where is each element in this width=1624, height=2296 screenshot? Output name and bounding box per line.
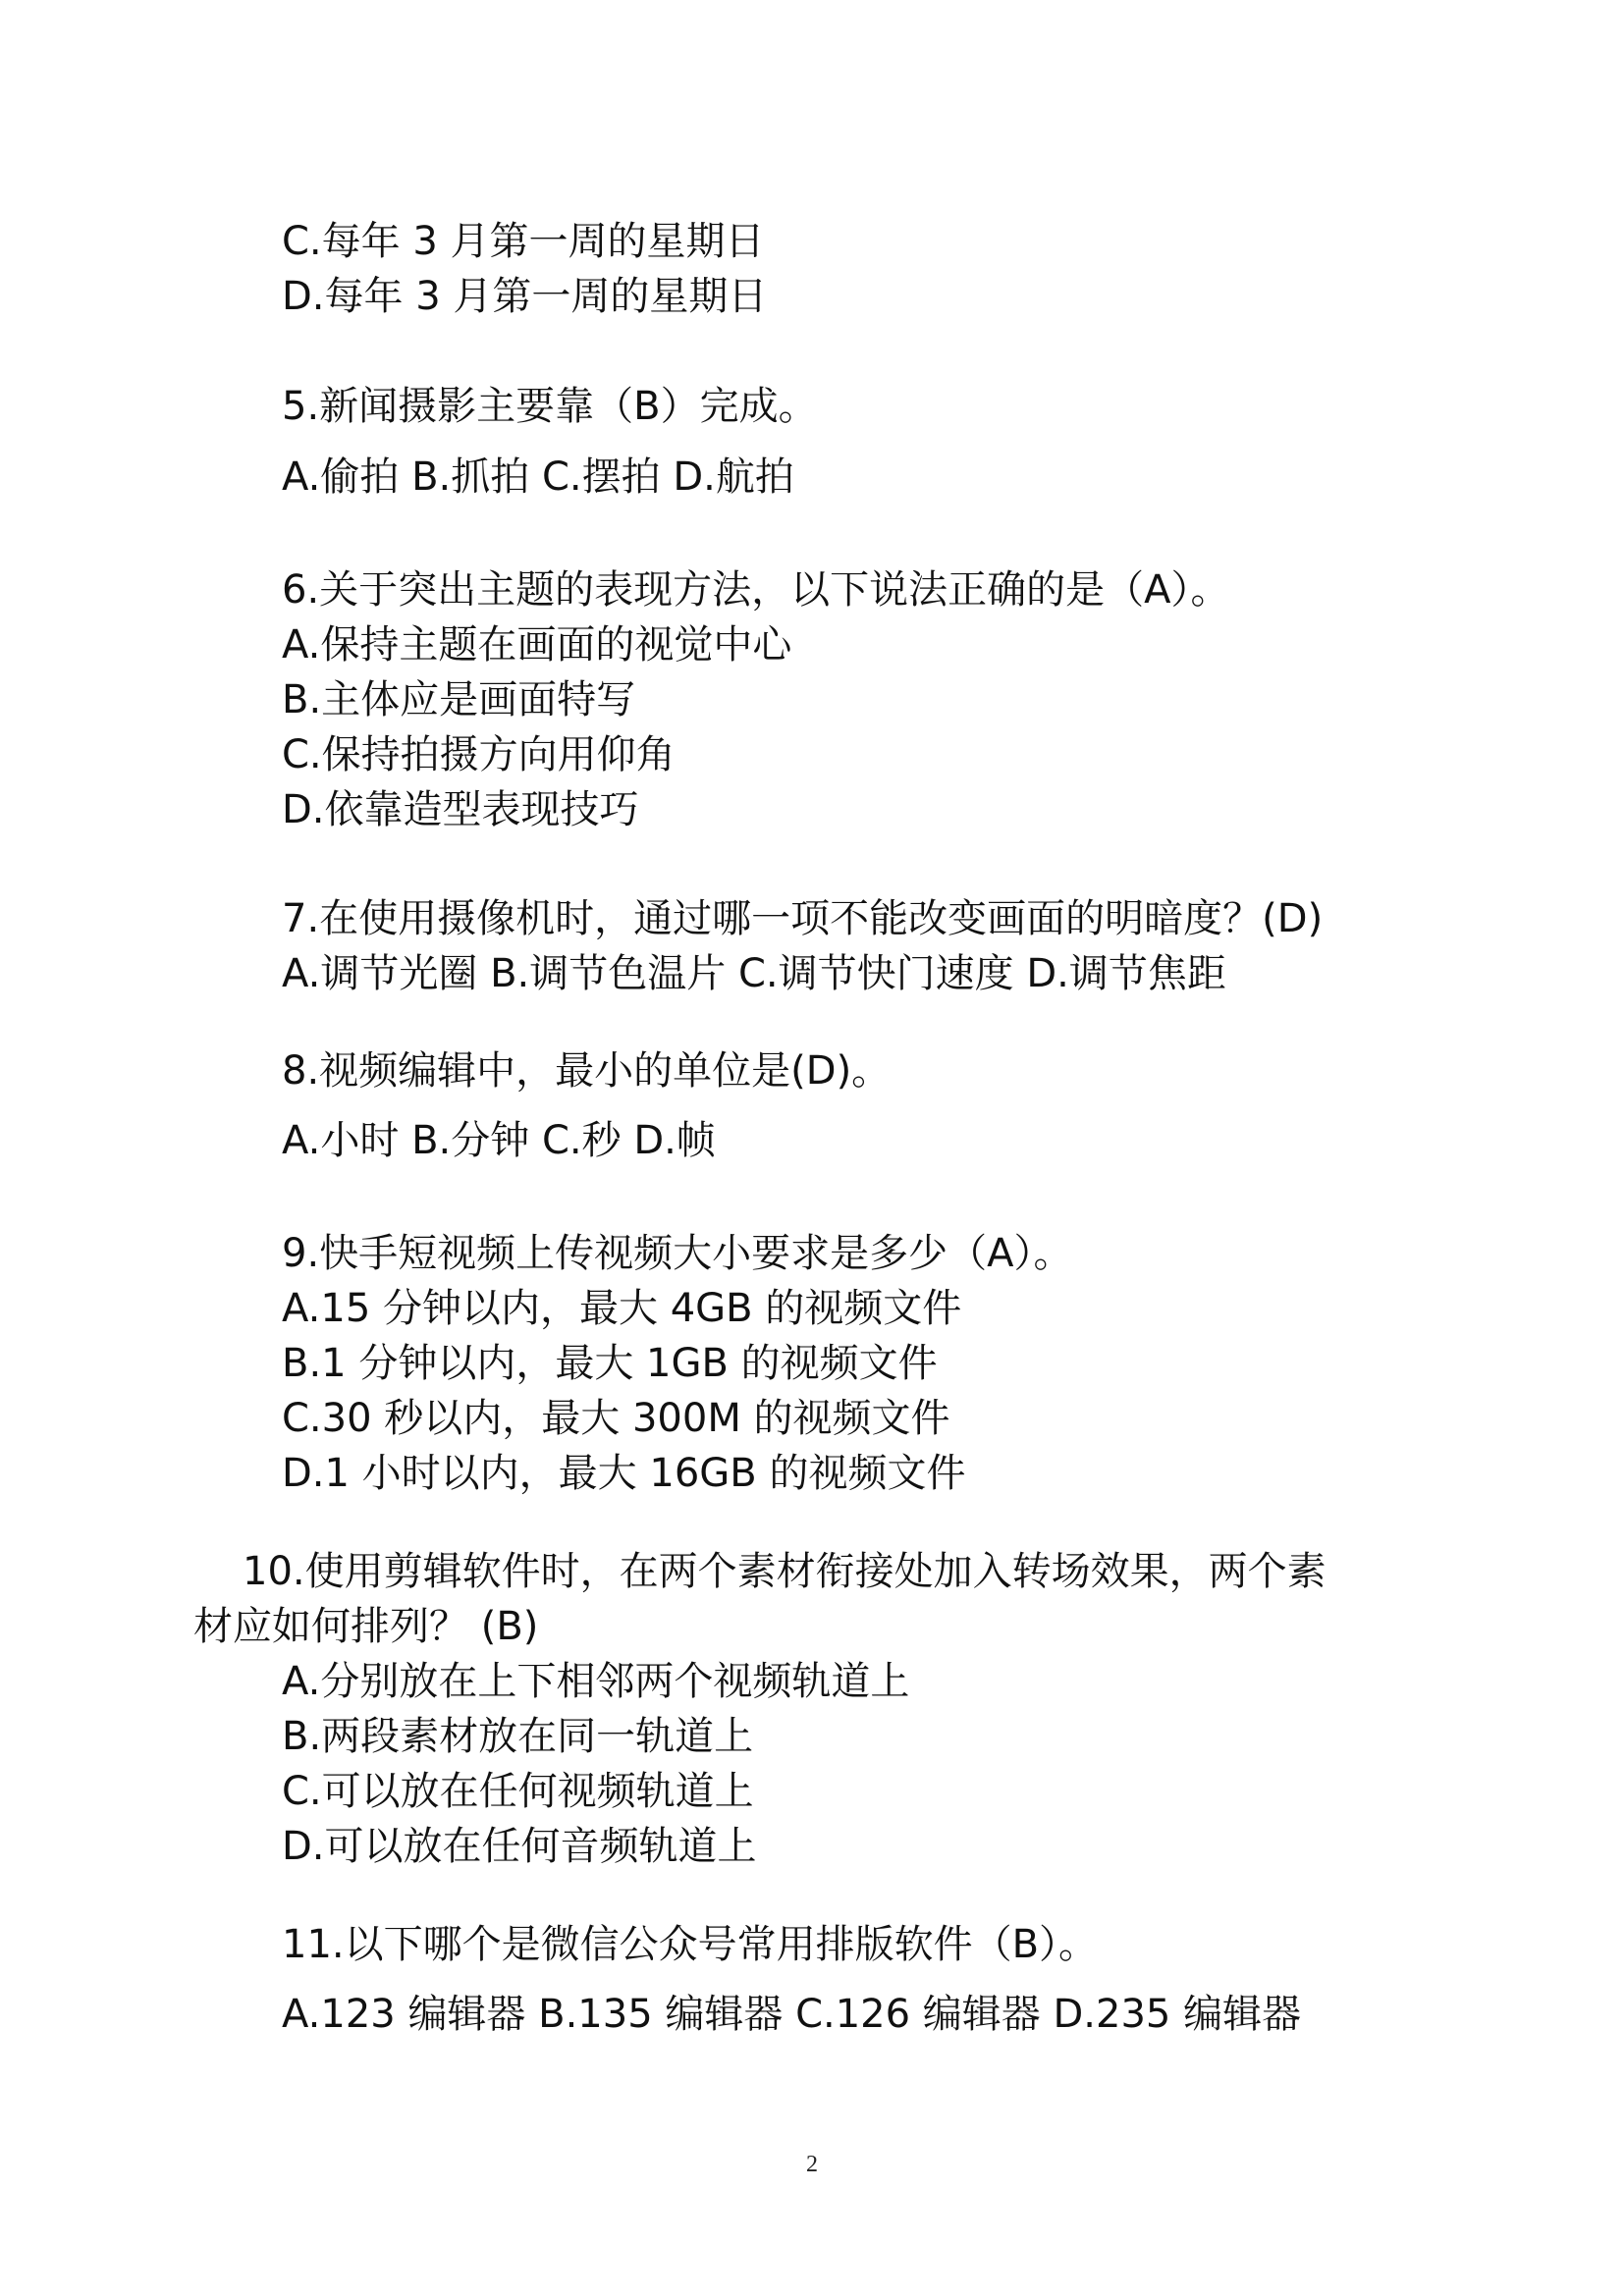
q7-options: A.调节光圈 B.调节色温片 C.调节快门速度 D.调节焦距 (282, 951, 1226, 996)
q11-stem: 11.以下哪个是微信公众号常用排版软件（B）。 (282, 1922, 1099, 1967)
q6-option-a: A.保持主题在画面的视觉中心 (282, 622, 792, 667)
q5-stem: 5.新闻摄影主要靠（B）完成。 (282, 384, 818, 429)
q6-option-b: B.主体应是画面特写 (282, 677, 636, 722)
q10-stem: 10.使用剪辑软件时，在两个素材衔接处加入转场效果，两个素 (243, 1549, 1326, 1594)
page-number: 2 (806, 2152, 818, 2177)
q10-option-b: B.两段素材放在同一轨道上 (282, 1714, 754, 1759)
q9-option-b: B.1 分钟以内，最大 1GB 的视频文件 (282, 1341, 938, 1386)
q6-option-d: D.依靠造型表现技巧 (282, 787, 639, 832)
q5-options: A.偷拍 B.抓拍 C.摆拍 D.航拍 (282, 454, 794, 500)
q9-option-c: C.30 秒以内，最大 300M 的视频文件 (282, 1396, 950, 1441)
q8-options: A.小时 B.分钟 C.秒 D.帧 (282, 1118, 716, 1163)
q7-stem: 7.在使用摄像机时，通过哪一项不能改变画面的明暗度？(D) (282, 896, 1324, 941)
q6-stem: 6.关于突出主题的表现方法，以下说法正确的是（A）。 (282, 567, 1230, 613)
q6-option-c: C.保持拍摄方向用仰角 (282, 732, 676, 777)
q9-stem: 9.快手短视频上传视频大小要求是多少（A）。 (282, 1231, 1073, 1276)
q10-option-a: A.分别放在上下相邻两个视频轨道上 (282, 1659, 910, 1704)
q4-option-c: C.每年 3 月第一周的星期日 (282, 219, 765, 264)
q10-option-c: C.可以放在任何视频轨道上 (282, 1769, 754, 1814)
q8-stem: 8.视频编辑中，最小的单位是(D)。 (282, 1048, 892, 1094)
q4-option-d: D.每年 3 月第一周的星期日 (282, 274, 768, 319)
q10-stem-continued: 材应如何排列？ (B) (193, 1604, 539, 1649)
q10-option-d: D.可以放在任何音频轨道上 (282, 1824, 757, 1869)
q9-option-d: D.1 小时以内，最大 16GB 的视频文件 (282, 1451, 966, 1496)
q9-option-a: A.15 分钟以内，最大 4GB 的视频文件 (282, 1286, 962, 1331)
q11-options: A.123 编辑器 B.135 编辑器 C.126 编辑器 D.235 编辑器 (282, 1992, 1302, 2037)
